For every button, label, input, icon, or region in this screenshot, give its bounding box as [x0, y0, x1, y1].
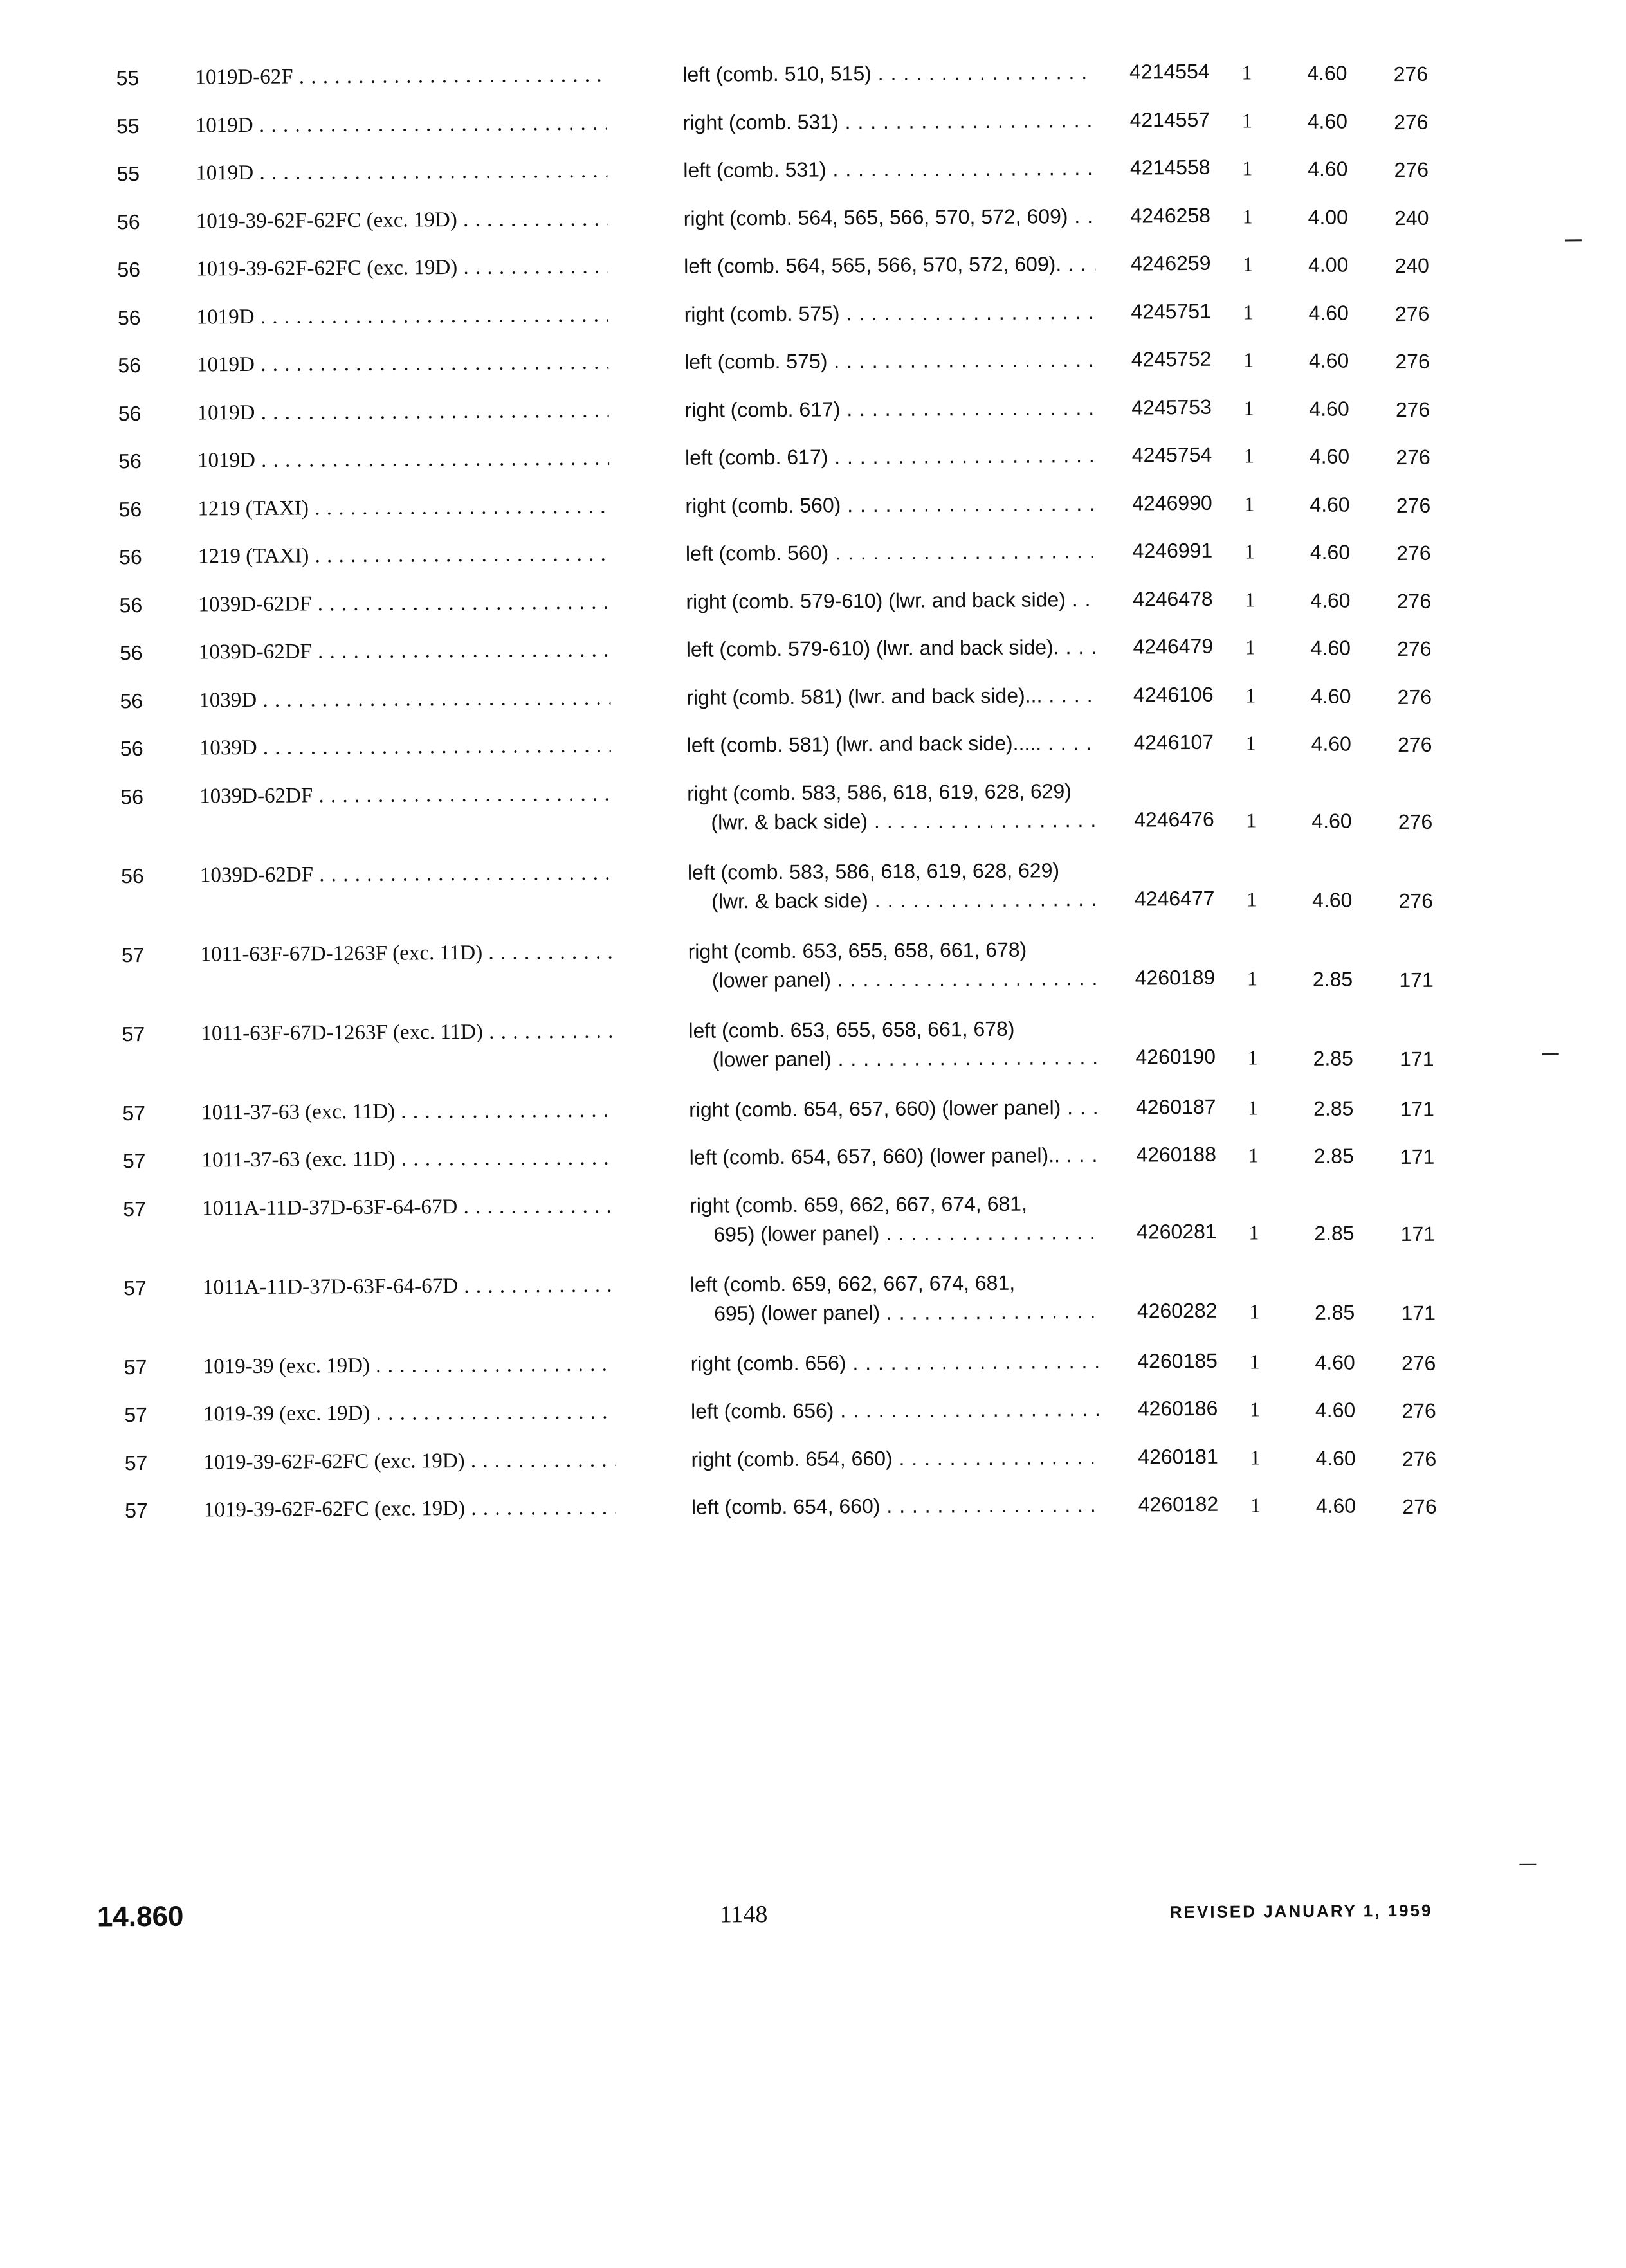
list-price: 4.00: [1308, 253, 1349, 277]
list-price: 2.85: [1314, 1300, 1355, 1324]
model-applicability: 1011-37-63 (exc. 11D) . . .: [201, 1097, 613, 1125]
weight: 171: [1400, 1145, 1435, 1169]
part-number: 4260186: [1137, 1396, 1218, 1420]
figure-number: 57: [123, 1276, 147, 1300]
part-description: right (comb. 564, 565, 566, 570, 572, 609) . . .: [684, 203, 1095, 231]
list-price: 2.85: [1313, 1096, 1354, 1120]
model-applicability: 1019-39-62F-62FC (exc. 19D) . . .: [203, 1447, 615, 1475]
part-number: 4245751: [1131, 299, 1212, 323]
model-applicability: 1019-39 (exc. 19D) . . .: [203, 1399, 615, 1428]
list-price: 2.85: [1313, 1046, 1353, 1070]
figure-number: 56: [120, 736, 143, 761]
part-description: right (comb. 583, 586, 618, 619, 628, 629): [687, 779, 1072, 805]
model-applicability: 1039D . . .: [199, 733, 611, 761]
weight: 276: [1397, 685, 1432, 709]
quantity: 1: [1244, 491, 1255, 516]
part-number: 4246258: [1130, 203, 1211, 228]
part-description-continued: (lwr. & back side) . . .: [711, 806, 1099, 835]
list-price: 4.60: [1310, 636, 1351, 660]
figure-number: 56: [120, 689, 143, 712]
list-price: 4.60: [1311, 684, 1351, 708]
figure-number: 56: [119, 545, 142, 569]
model-applicability: 1219 (TAXI) . . .: [198, 541, 610, 570]
part-description: left (comb. 510, 515) . . .: [682, 59, 1094, 87]
quantity: 1: [1248, 1143, 1259, 1167]
part-number: 4246991: [1132, 538, 1213, 563]
list-price: 4.60: [1309, 444, 1350, 468]
quantity: 1: [1246, 808, 1257, 831]
model-applicability: 1019D . . .: [196, 158, 607, 186]
margin-mark: [1565, 239, 1582, 241]
weight: 171: [1401, 1301, 1436, 1325]
weight: 276: [1396, 541, 1431, 565]
part-number: 4246990: [1132, 491, 1212, 515]
figure-number: 57: [124, 1402, 147, 1427]
part-number: 4260185: [1137, 1348, 1218, 1373]
part-number: 4246479: [1133, 634, 1214, 658]
list-price: 2.85: [1312, 966, 1353, 991]
weight: 276: [1394, 302, 1430, 325]
model-applicability: 1019-39-62F-62FC (exc. 19D) . . .: [204, 1495, 616, 1523]
section-number: 14.860: [96, 1900, 184, 1933]
list-price: 4.60: [1310, 493, 1350, 516]
table-row: [5, 1489, 1626, 1588]
figure-number: 56: [121, 864, 144, 887]
part-number: 4246477: [1134, 886, 1215, 911]
part-number: 4260281: [1136, 1219, 1217, 1244]
margin-mark: [1519, 1864, 1536, 1865]
part-number: 4214558: [1129, 155, 1210, 179]
weight: 276: [1396, 493, 1431, 517]
weight: 276: [1395, 349, 1430, 374]
part-description: right (comb. 617) . . .: [684, 394, 1096, 422]
model-applicability: 1011A-11D-37D-63F-64-67D . . .: [202, 1193, 614, 1221]
part-number: 4245754: [1131, 442, 1212, 467]
part-description: left (comb. 564, 565, 566, 570, 572, 609). . . .: [684, 251, 1095, 279]
quantity: 1: [1245, 683, 1256, 707]
part-description: left (comb. 617) . . .: [685, 442, 1097, 471]
quantity: 1: [1245, 587, 1256, 612]
model-applicability: 1019-39 (exc. 19D) . . .: [203, 1351, 615, 1379]
part-number: 4245753: [1131, 395, 1212, 419]
part-number: 4260181: [1138, 1444, 1218, 1469]
quantity: 1: [1250, 1445, 1261, 1469]
weight: 240: [1394, 253, 1430, 278]
part-number: 4214554: [1129, 59, 1210, 84]
list-price: 4.60: [1308, 301, 1349, 325]
part-number: 4260182: [1138, 1492, 1219, 1516]
quantity: 1: [1243, 444, 1255, 467]
model-applicability: 1011-63F-67D-1263F (exc. 11D) . . .: [201, 939, 612, 967]
part-description: left (comb. 653, 655, 658, 661, 678): [688, 1017, 1015, 1042]
quantity: 1: [1243, 300, 1254, 324]
quantity: 1: [1244, 540, 1256, 563]
part-number: 4260188: [1136, 1142, 1217, 1166]
part-description: left (comb. 575) . . .: [684, 347, 1096, 375]
quantity: 1: [1249, 1349, 1260, 1373]
part-description: left (comb. 583, 586, 618, 619, 628, 629): [687, 858, 1060, 884]
page-number: 1148: [719, 1901, 768, 1928]
weight: 276: [1396, 445, 1430, 469]
list-price: 4.60: [1315, 1494, 1357, 1518]
weight: 276: [1394, 110, 1429, 134]
part-number: 4246106: [1133, 682, 1214, 707]
figure-number: 55: [116, 161, 140, 186]
list-price: 4.60: [1315, 1398, 1356, 1422]
model-applicability: 1019D . . .: [197, 397, 608, 426]
part-description: right (comb. 654, 660) . . .: [691, 1444, 1102, 1472]
list-price: 4.60: [1311, 808, 1352, 833]
quantity: 1: [1241, 60, 1252, 84]
revision-date: REVISED JANUARY 1, 1959: [1169, 1900, 1433, 1922]
weight: 171: [1400, 1097, 1435, 1121]
list-price: 4.60: [1315, 1446, 1356, 1470]
weight: 276: [1401, 1351, 1436, 1375]
model-applicability: 1019-39-62F-62FC (exc. 19D) . . .: [196, 206, 608, 234]
model-applicability: 1039D-62DF . . .: [198, 589, 610, 617]
weight: 276: [1397, 637, 1432, 661]
weight: 276: [1394, 158, 1429, 182]
part-description: right (comb. 653, 655, 658, 661, 678): [688, 938, 1027, 963]
weight: 276: [1396, 589, 1432, 613]
part-description: right (comb. 659, 662, 667, 674, 681,: [690, 1192, 1028, 1217]
list-price: 4.60: [1310, 540, 1351, 564]
weight: 171: [1399, 1047, 1434, 1071]
model-applicability: 1011-63F-67D-1263F (exc. 11D) . . .: [201, 1018, 612, 1046]
model-applicability: 1039D-62DF . . .: [200, 860, 612, 888]
quantity: 1: [1243, 348, 1254, 372]
figure-number: 57: [124, 1451, 148, 1474]
list-price: 4.60: [1307, 109, 1348, 133]
figure-number: 56: [116, 210, 140, 233]
part-number: 4246107: [1133, 730, 1214, 754]
list-price: 4.60: [1309, 397, 1349, 421]
part-description: right (comb. 531) . . .: [683, 107, 1095, 135]
quantity: 1: [1243, 395, 1254, 420]
figure-number: 57: [125, 1498, 148, 1523]
quantity: 1: [1243, 252, 1254, 276]
part-description: left (comb. 654, 660) . . .: [691, 1492, 1103, 1520]
figure-number: 56: [117, 257, 141, 282]
part-description: right (comb. 656) . . .: [690, 1348, 1102, 1376]
part-number: 4260282: [1137, 1298, 1218, 1323]
weight: 276: [1398, 889, 1434, 912]
weight: 276: [1393, 62, 1429, 86]
part-number: 4260189: [1135, 965, 1216, 990]
part-description-continued: (lwr. & back side) . . .: [711, 885, 1099, 914]
weight: 276: [1402, 1447, 1437, 1471]
figure-number: 56: [119, 640, 143, 665]
quantity: 1: [1242, 156, 1253, 180]
quantity: 1: [1245, 731, 1256, 755]
part-description: left (comb. 659, 662, 667, 674, 681,: [690, 1271, 1016, 1296]
quantity: 1: [1248, 1095, 1259, 1119]
part-description-continued: (lower panel) . . .: [713, 1044, 1101, 1072]
figure-number: 56: [118, 401, 142, 425]
figure-number: 56: [118, 449, 142, 473]
figure-number: 55: [116, 114, 140, 138]
figure-number: 57: [122, 1022, 145, 1046]
part-description: left (comb. 531) . . .: [683, 155, 1095, 183]
weight: 171: [1400, 1222, 1436, 1246]
figure-number: 56: [117, 305, 141, 329]
model-applicability: 1019-39-62F-62FC (exc. 19D) . . .: [196, 254, 608, 282]
weight: 171: [1399, 968, 1434, 992]
part-description-continued: (lower panel) . . .: [712, 965, 1100, 993]
weight: 276: [1395, 397, 1430, 421]
model-applicability: 1011A-11D-37D-63F-64-67D . . .: [203, 1272, 614, 1300]
part-description: left (comb. 654, 657, 660) (lower panel).. . . .: [690, 1142, 1101, 1170]
figure-number: 56: [118, 497, 142, 521]
model-applicability: 1219 (TAXI) . . .: [197, 493, 609, 522]
model-applicability: 1019D-62F . . .: [195, 62, 607, 91]
weight: 240: [1394, 206, 1429, 230]
margin-mark: [1542, 1053, 1559, 1055]
weight: 276: [1397, 732, 1432, 757]
part-number: 4260187: [1135, 1094, 1216, 1119]
figure-number: 56: [119, 593, 143, 617]
part-description: left (comb. 579-610) (lwr. and back side). . . .: [686, 634, 1098, 662]
quantity: 1: [1249, 1299, 1260, 1323]
part-number: 4246478: [1132, 586, 1213, 611]
part-number: 4260190: [1135, 1044, 1216, 1069]
part-number: 4246259: [1130, 251, 1211, 275]
quantity: 1: [1250, 1493, 1261, 1517]
model-applicability: 1011-37-63 (exc. 11D) . . .: [202, 1145, 614, 1174]
part-description: right (comb. 575) . . .: [684, 298, 1096, 327]
quantity: 1: [1241, 108, 1252, 132]
list-price: 2.85: [1314, 1220, 1355, 1245]
model-applicability: 1039D-62DF . . .: [199, 781, 611, 809]
figure-number: 55: [116, 66, 140, 90]
quantity: 1: [1249, 1397, 1261, 1421]
part-description: right (comb. 654, 657, 660) (lower panel) . . .: [689, 1094, 1101, 1122]
quantity: 1: [1245, 635, 1256, 659]
quantity: 1: [1242, 204, 1253, 228]
part-description: right (comb. 560) . . .: [685, 490, 1097, 518]
figure-number: 57: [121, 943, 145, 966]
model-applicability: 1039D . . .: [199, 685, 610, 713]
list-price: 4.60: [1307, 61, 1347, 85]
part-description: left (comb. 656) . . .: [691, 1396, 1102, 1424]
figure-number: 57: [123, 1355, 147, 1379]
quantity: 1: [1248, 1220, 1259, 1244]
model-applicability: 1019D . . .: [197, 350, 608, 378]
model-applicability: 1039D-62DF . . .: [199, 637, 610, 666]
part-description: left (comb. 581) (lwr. and back side)..... . . .: [687, 730, 1099, 758]
model-applicability: 1019D . . .: [196, 110, 607, 138]
figure-number: 56: [120, 785, 144, 808]
list-price: 4.60: [1311, 887, 1353, 912]
quantity: 1: [1247, 966, 1258, 990]
figure-number: 57: [122, 1148, 146, 1173]
part-description-continued: 695) (lower panel) . . .: [713, 1219, 1101, 1247]
part-description: right (comb. 579-610) (lwr. and back side) . . .: [686, 586, 1097, 614]
part-number: 4245752: [1131, 347, 1212, 371]
model-applicability: 1019D . . .: [197, 302, 608, 330]
part-description-continued: 695) (lower panel) . . .: [714, 1298, 1102, 1326]
quantity: 1: [1247, 887, 1257, 911]
figure-number: 57: [123, 1197, 147, 1220]
part-description: right (comb. 581) (lwr. and back side)... . . .: [686, 682, 1098, 710]
list-price: 4.60: [1308, 157, 1348, 181]
weight: 276: [1402, 1494, 1437, 1519]
weight: 276: [1402, 1399, 1436, 1423]
list-price: 2.85: [1313, 1144, 1354, 1168]
quantity: 1: [1247, 1045, 1258, 1069]
list-price: 4.60: [1310, 588, 1351, 612]
figure-number: 56: [118, 353, 142, 377]
part-number: 4246476: [1134, 807, 1214, 831]
weight: 276: [1398, 810, 1433, 833]
list-price: 4.60: [1315, 1350, 1355, 1374]
list-price: 4.00: [1308, 205, 1348, 229]
part-description: left (comb. 560) . . .: [686, 538, 1097, 567]
figure-number: 57: [122, 1101, 146, 1125]
model-applicability: 1019D . . .: [197, 446, 609, 474]
list-price: 4.60: [1308, 349, 1349, 372]
list-price: 4.60: [1311, 732, 1352, 756]
part-number: 4214557: [1129, 107, 1210, 132]
